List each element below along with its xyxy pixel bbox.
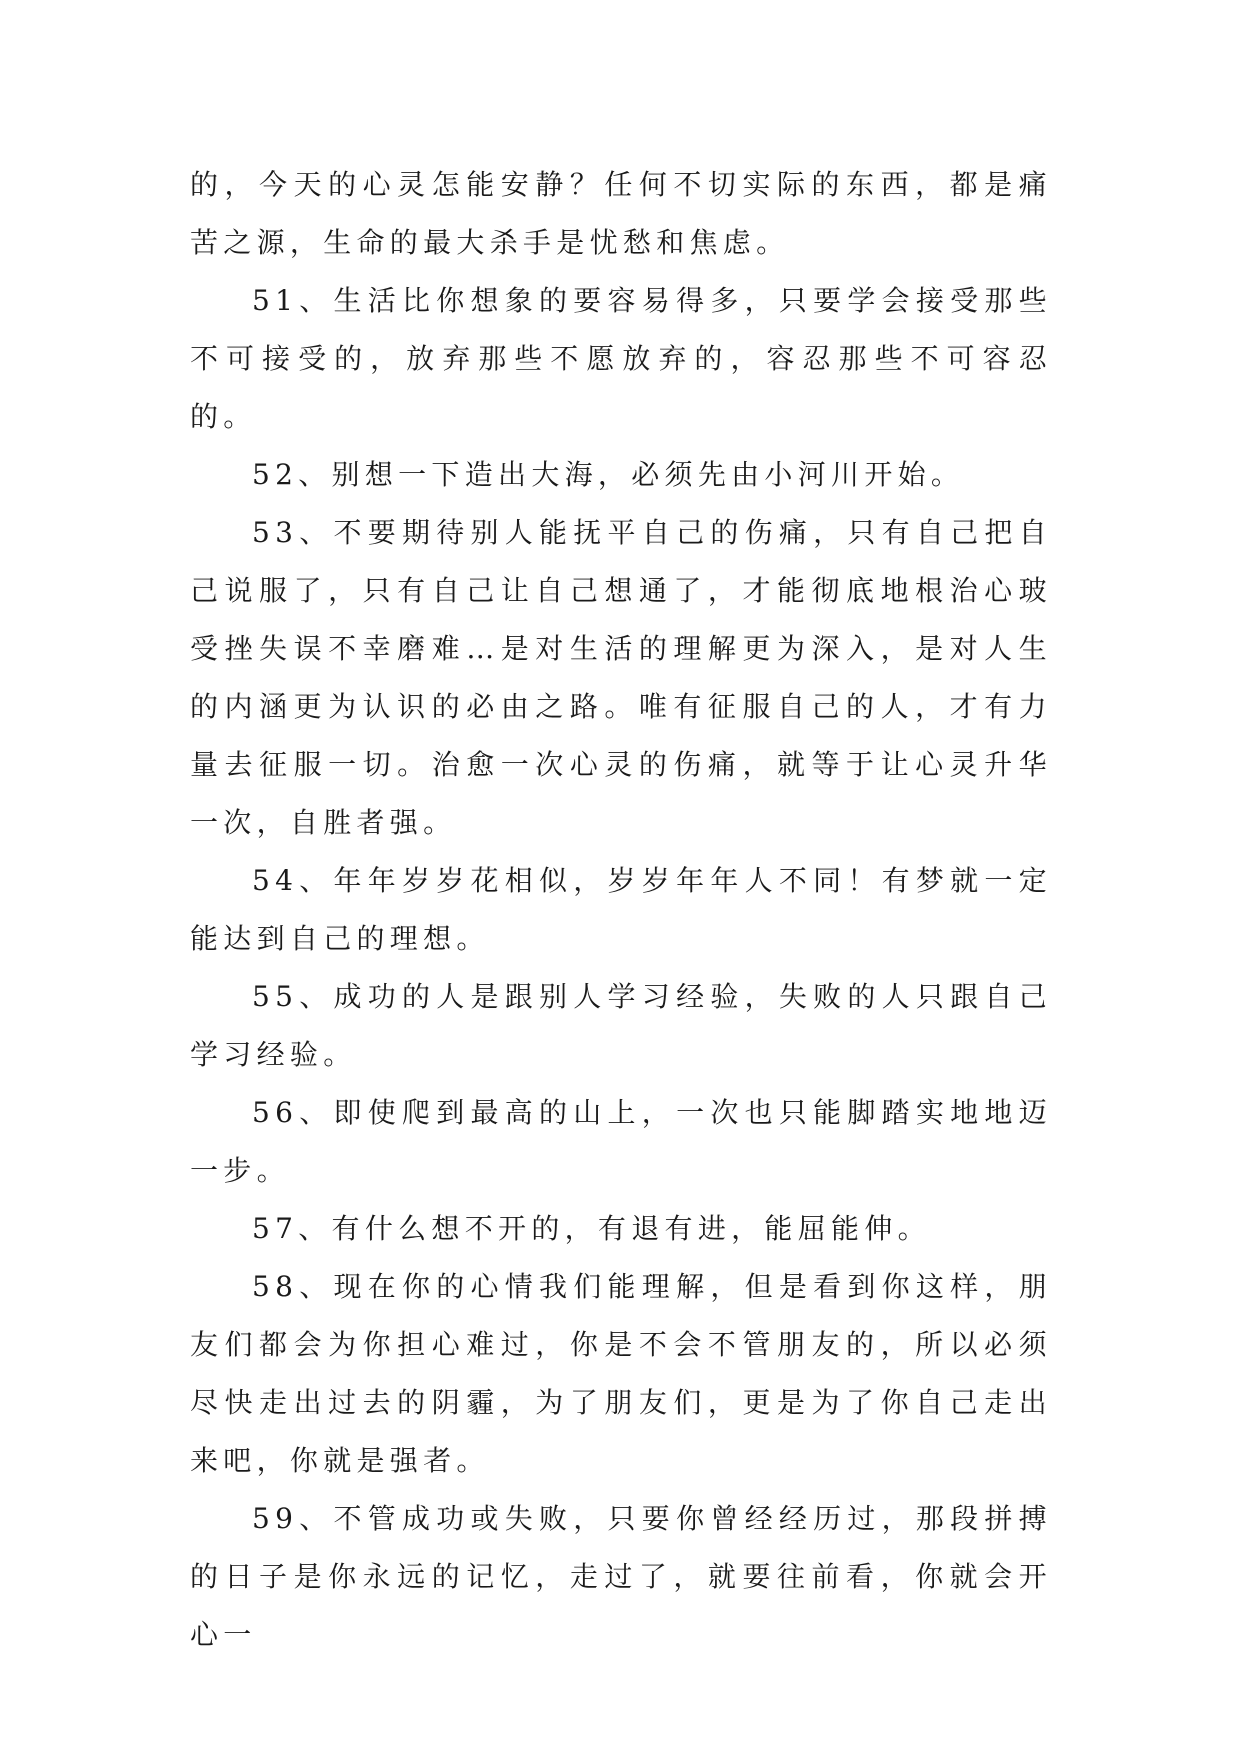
paragraph: 56、即使爬到最高的山上，一次也只能脚踏实地地迈一步。 bbox=[190, 1096, 1052, 1187]
document-body bbox=[190, 156, 1052, 1664]
paragraph: 的，今天的心灵怎能安静？任何不切实际的东西，都是痛苦之源，生命的最大杀手是忧愁和焦虑。 bbox=[190, 168, 1052, 259]
paragraph: 53、不要期待别人能抚平自己的伤痛，只有自己把自己说服了，只有自己让自己想通了，才能彻底地根治心玻受挫失误不幸磨难…是对生活的理解更为深入，是对人生的内涵更为认识的必由之路。唯有征服自己的人，才有力量去征服一切。治愈一次心灵的伤痛，就等于让心灵升华一次，自胜者强。 bbox=[190, 516, 1052, 839]
paragraph: 59、不管成功或失败，只要你曾经经历过，那段拼搏的日子是你永远的记忆，走过了，就要往前看，你就会开心一 bbox=[190, 1502, 1052, 1651]
paragraph: 55、成功的人是跟别人学习经验，失败的人只跟自己学习经验。 bbox=[190, 980, 1052, 1071]
paragraph: 52、别想一下造出大海，必须先由小河川开始。 bbox=[252, 458, 965, 491]
paragraph: 54、年年岁岁花相似，岁岁年年人不同！有梦就一定能达到自己的理想。 bbox=[190, 864, 1052, 955]
paragraph: 57、有什么想不开的，有退有进，能屈能伸。 bbox=[252, 1212, 931, 1245]
paragraph: 58、现在你的心情我们能理解，但是看到你这样，朋友们都会为你担心难过，你是不会不管朋友的，所以必须尽快走出过去的阴霾，为了朋友们，更是为了你自己走出来吧，你就是强者。 bbox=[190, 1270, 1052, 1477]
paragraph: 51、生活比你想象的要容易得多，只要学会接受那些不可接受的，放弃那些不愿放弃的，容忍那些不可容忍的。 bbox=[190, 284, 1052, 433]
